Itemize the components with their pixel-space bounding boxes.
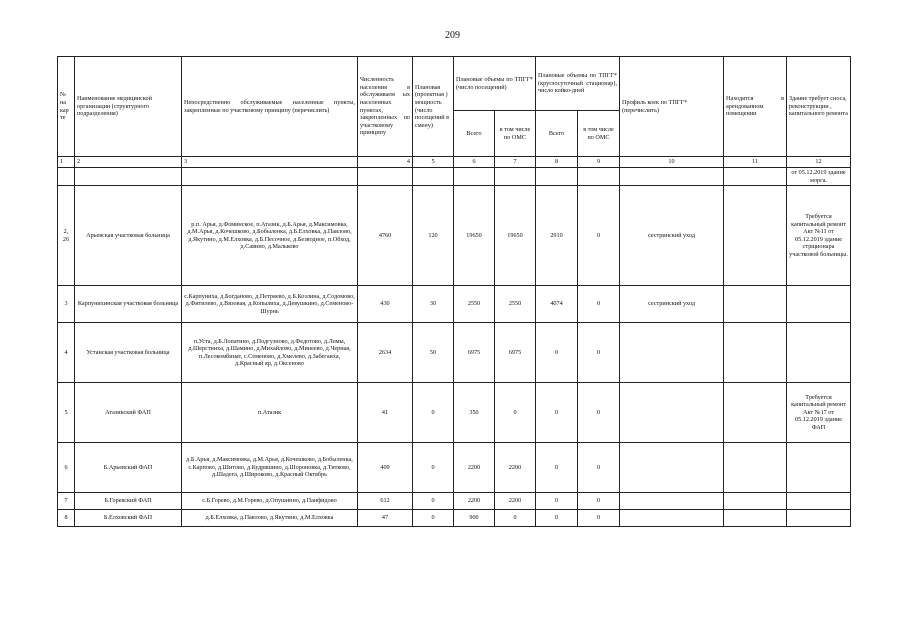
row-number: 8 xyxy=(58,510,75,527)
row-number: 2, 26 xyxy=(58,186,75,286)
col-number: 12 xyxy=(787,157,851,168)
repair-note: Требуется капитальный ремонт Акт №11 от 05.12.2019 здание стрщионара участковой больницы. xyxy=(787,186,851,286)
settlements-list xyxy=(182,168,358,186)
beddays-oms: 0 xyxy=(578,493,620,510)
rented-flag xyxy=(724,323,787,383)
visits-oms: 0 xyxy=(495,510,536,527)
capacity-value: 0 xyxy=(413,383,454,443)
beddays-total: 0 xyxy=(536,323,578,383)
org-name: Карпунихинская участковая больница xyxy=(75,286,182,323)
visits-oms: 2550 xyxy=(495,286,536,323)
header-rented: Находятся в арендованном помещении xyxy=(724,57,787,157)
repair-note xyxy=(787,323,851,383)
row-number xyxy=(58,168,75,186)
bed-profile: сестринский уход xyxy=(620,186,724,286)
rented-flag xyxy=(724,286,787,323)
col-number: 3 xyxy=(182,157,358,168)
settlements-list: д.Б.Елховка, д.Павлово, д.Якутино, д.М.Елховка xyxy=(182,510,358,527)
settlements-list: с.Карпуниха, д.Богданово, д.Петряево, д.Б.Козлина, д.Содомово, д.Фитилево, д.Вязовая, д.Копылиха, д.Девушкино, д.Семеново-Шурнь xyxy=(182,286,358,323)
capacity-value: 50 xyxy=(413,323,454,383)
visits-total: 6975 xyxy=(454,323,495,383)
rented-flag xyxy=(724,383,787,443)
repair-note: Требуется капитальный ремонт Акт №17 от 05.12.2019 здание ФАП xyxy=(787,383,851,443)
visits-total: 900 xyxy=(454,510,495,527)
visits-total: 19650 xyxy=(454,186,495,286)
population-value: 4760 xyxy=(358,186,413,286)
page-number: 209 xyxy=(445,30,460,41)
table-row xyxy=(58,493,851,510)
visits-total: 2200 xyxy=(454,443,495,493)
col-number: 4 xyxy=(358,157,413,168)
capacity-value: 120 xyxy=(413,186,454,286)
population-value: 612 xyxy=(358,493,413,510)
table-row xyxy=(58,383,851,443)
row-number: 4 xyxy=(58,323,75,383)
beddays-oms xyxy=(578,168,620,186)
header-settlements: Непосредственно обслуживаемые населенные пункты, закрепленные по участковому принципу (перечислить) xyxy=(182,57,358,157)
capacity-value: 0 xyxy=(413,493,454,510)
header-capacity: Плановая (проектная ) мощность (число посещений в смену) xyxy=(413,57,454,157)
rented-flag xyxy=(724,510,787,527)
beddays-oms: 0 xyxy=(578,323,620,383)
repair-note xyxy=(787,286,851,323)
row-number: 7 xyxy=(58,493,75,510)
beddays-total: 0 xyxy=(536,383,578,443)
rented-flag xyxy=(724,493,787,510)
header-beddays: Плановые объемы по ТПГГ* (круглосуточный стационар), число койко-дней xyxy=(536,57,620,111)
capacity-value: 30 xyxy=(413,286,454,323)
visits-total: 2200 xyxy=(454,493,495,510)
beddays-total: 2910 xyxy=(536,186,578,286)
col-number: 6 xyxy=(454,157,495,168)
visits-oms: 2200 xyxy=(495,443,536,493)
table-row xyxy=(58,323,851,383)
org-name: Устанская участковая больница xyxy=(75,323,182,383)
visits-oms: 2200 xyxy=(495,493,536,510)
bed-profile: сестринский уход xyxy=(620,286,724,323)
table-row xyxy=(58,286,851,323)
repair-note xyxy=(787,493,851,510)
capacity-value xyxy=(413,168,454,186)
bed-profile xyxy=(620,443,724,493)
settlements-list: д.Б.Арья, д.Максимовка, д.М.Арья, д.Кочешково, д.Бобыленка, с.Карпово, д.Шитово, д.Кудряшино, д.Шороновка, д.Титково, д.Шадега, д.Широково, д.Красный Октябрь xyxy=(182,443,358,493)
population-value: 430 xyxy=(358,286,413,323)
col-number: 8 xyxy=(536,157,578,168)
beddays-oms: 0 xyxy=(578,186,620,286)
beddays-oms: 0 xyxy=(578,510,620,527)
column-numbers-row xyxy=(58,157,851,168)
bed-profile xyxy=(620,493,724,510)
header-visits-oms: в том числе по ОМС xyxy=(495,111,536,157)
col-number: 1 xyxy=(58,157,75,168)
bed-profile xyxy=(620,323,724,383)
capacity-value: 0 xyxy=(413,510,454,527)
col-number: 9 xyxy=(578,157,620,168)
repair-note: от 05.12.2019 здание морга. xyxy=(787,168,851,186)
population-value: 41 xyxy=(358,383,413,443)
beddays-total: 0 xyxy=(536,510,578,527)
header-beddays-total: Всего xyxy=(536,111,578,157)
org-name xyxy=(75,168,182,186)
capacity-value: 0 xyxy=(413,443,454,493)
beddays-oms: 0 xyxy=(578,383,620,443)
table-row xyxy=(58,443,851,493)
settlements-list: п.Уста, д.Б.Лопатино, д.Подгузново, д.Федотово, д.Ломы, д.Шерстниха, д.Шамино, д.Михайлово, д.Минеево, д.Черная, п.Лесокомбинат, с.Семеново, д.Хмелево, д.Забегаиха, д.Красный яр, д.Оксеново xyxy=(182,323,358,383)
header-population: Численность населения в обслуживаем ых населенных пунктах, закрепленных по участковому принципу xyxy=(358,57,413,157)
settlements-list: р.п. Арья, д.Фоминское, п.Атазик, д.Б.Арья, д.Максимовка, д.М.Арья, д.Кочешково, д.Бобыленка, д.Б.Елховка, д.Павлово, д.Якутино, д.М.Елховка, д.Б.Песочное, д.Безводное, п.Обход, д.Савино, д.Мальково xyxy=(182,186,358,286)
org-name: Атазикский ФАП xyxy=(75,383,182,443)
org-name: Б.Елховский ФАП xyxy=(75,510,182,527)
beddays-oms: 0 xyxy=(578,443,620,493)
settlements-list: п.Атазик xyxy=(182,383,358,443)
org-name: Б.Арьевский ФАП xyxy=(75,443,182,493)
row-number: 6 xyxy=(58,443,75,493)
population-value: 2634 xyxy=(358,323,413,383)
col-number: 2 xyxy=(75,157,182,168)
table-row xyxy=(58,168,851,186)
visits-oms: 6975 xyxy=(495,323,536,383)
visits-oms: 19650 xyxy=(495,186,536,286)
population-value: 409 xyxy=(358,443,413,493)
beddays-total: 0 xyxy=(536,443,578,493)
rented-flag xyxy=(724,186,787,286)
header-visits: Плановые объемы по ТПГГ* (число посещений) xyxy=(454,57,536,111)
org-name: Б.Горевский ФАП xyxy=(75,493,182,510)
visits-total xyxy=(454,168,495,186)
header-num: № на кар те xyxy=(58,57,75,157)
rented-flag xyxy=(724,443,787,493)
table-row xyxy=(58,510,851,527)
col-number: 5 xyxy=(413,157,454,168)
header-repair: Здание требует сноса, реконструкции , капитального ремонта xyxy=(787,57,851,157)
col-number: 10 xyxy=(620,157,724,168)
row-number: 3 xyxy=(58,286,75,323)
bed-profile xyxy=(620,168,724,186)
settlements-list: с.Б.Горево, д.М.Горево, д.Опушинно, д.Панфидово xyxy=(182,493,358,510)
visits-oms: 0 xyxy=(495,383,536,443)
col-number: 11 xyxy=(724,157,787,168)
visits-total: 2550 xyxy=(454,286,495,323)
row-number: 5 xyxy=(58,383,75,443)
col-number: 7 xyxy=(495,157,536,168)
beddays-total: 4074 xyxy=(536,286,578,323)
beddays-oms: 0 xyxy=(578,286,620,323)
table-row xyxy=(58,186,851,286)
header-org: Наименование медицинской организации (структурного подразделения) xyxy=(75,57,182,157)
facilities-table xyxy=(57,56,851,527)
bed-profile xyxy=(620,383,724,443)
bed-profile xyxy=(620,510,724,527)
repair-note xyxy=(787,510,851,527)
rented-flag xyxy=(724,168,787,186)
visits-total: 350 xyxy=(454,383,495,443)
population-value xyxy=(358,168,413,186)
header-visits-total: Всего xyxy=(454,111,495,157)
org-name: Арьевская участковая больница xyxy=(75,186,182,286)
visits-oms xyxy=(495,168,536,186)
population-value: 47 xyxy=(358,510,413,527)
header-beddays-oms: в том числе по ОМС xyxy=(578,111,620,157)
header-profile: Профиль коек по ТПГГ* (перечислить) xyxy=(620,57,724,157)
repair-note xyxy=(787,443,851,493)
beddays-total: 0 xyxy=(536,493,578,510)
beddays-total xyxy=(536,168,578,186)
